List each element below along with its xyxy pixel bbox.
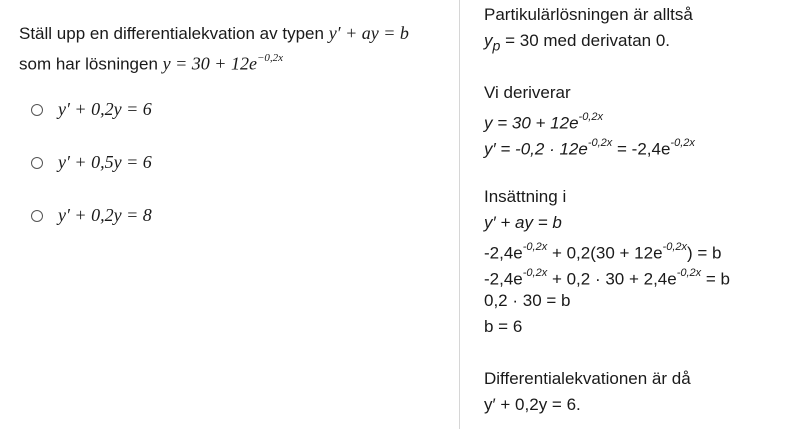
option-label: y′ + 0,2y = 8 [58, 205, 152, 225]
math-exp: -0,2x [670, 137, 695, 149]
math-text: + 0,2 · 30 + 2,4e [547, 269, 677, 289]
math-exp: -0,2x [578, 111, 603, 123]
solution-panel [484, 2, 794, 418]
math-exp: -0,2x [522, 267, 548, 279]
spacer [484, 340, 794, 366]
math-text: y = 30 + 12e [484, 113, 579, 133]
solution-line: Partikulärlösningen är alltså [484, 5, 693, 24]
solution-line [484, 106, 794, 132]
question-prompt: Ställ upp en differentialekvation av typen [19, 24, 324, 43]
solution-line: Differentialekvationen är då [484, 369, 691, 388]
math-text: y′ = -0,2 · 12e [484, 139, 588, 159]
solution-line: b = 6 [484, 317, 523, 336]
solution-line [484, 236, 794, 262]
option-2[interactable] [31, 152, 152, 173]
option-1[interactable] [31, 99, 152, 120]
question-line-1 [19, 20, 449, 47]
radio-icon[interactable] [31, 104, 43, 116]
option-label: y′ + 0,5y = 6 [58, 152, 152, 172]
math-var: y [484, 31, 493, 50]
math-exp: -0,2x [676, 267, 702, 279]
math-exp: -0,2x [662, 241, 688, 253]
math-text: = b [701, 269, 731, 289]
math-text: y′ + ay = b [484, 213, 562, 232]
solution-line [484, 28, 794, 54]
math-text: = 30 med derivatan 0. [500, 31, 671, 50]
column-divider [459, 0, 460, 429]
question-line-2 [19, 47, 449, 78]
question-equation-type: y′ + ay = b [328, 23, 409, 43]
question-text [19, 20, 449, 78]
math-text: + 0,2(30 + 12e [547, 243, 663, 263]
spacer [484, 54, 794, 80]
solution-line [484, 132, 794, 158]
option-3[interactable] [31, 205, 152, 226]
radio-icon[interactable] [31, 157, 43, 169]
solution-line [484, 262, 794, 288]
solution-line: Vi deriverar [484, 83, 571, 102]
math-text: = -2,4e [612, 139, 671, 159]
math-exp: -0,2x [522, 241, 548, 253]
option-label: y′ + 0,2y = 6 [58, 99, 152, 119]
question-solution-formula: y = 30 + 12e [162, 53, 257, 74]
solution-line: 0,2 · 30 = b [484, 291, 571, 310]
math-text: ) = b [687, 243, 722, 263]
math-text: -2,4e [484, 243, 523, 263]
solution-line: y′ + 0,2y = 6. [484, 395, 581, 414]
math-text: -2,4e [484, 269, 523, 289]
math-sub: p [492, 38, 501, 55]
solution-line [484, 210, 794, 236]
solution-line: Insättning i [484, 187, 567, 206]
radio-icon[interactable] [31, 210, 43, 222]
spacer [484, 158, 794, 184]
question-solution-exponent: −0,2x [256, 52, 283, 64]
math-exp: -0,2x [587, 137, 613, 149]
question-solution-label: som har lösningen [19, 54, 158, 74]
